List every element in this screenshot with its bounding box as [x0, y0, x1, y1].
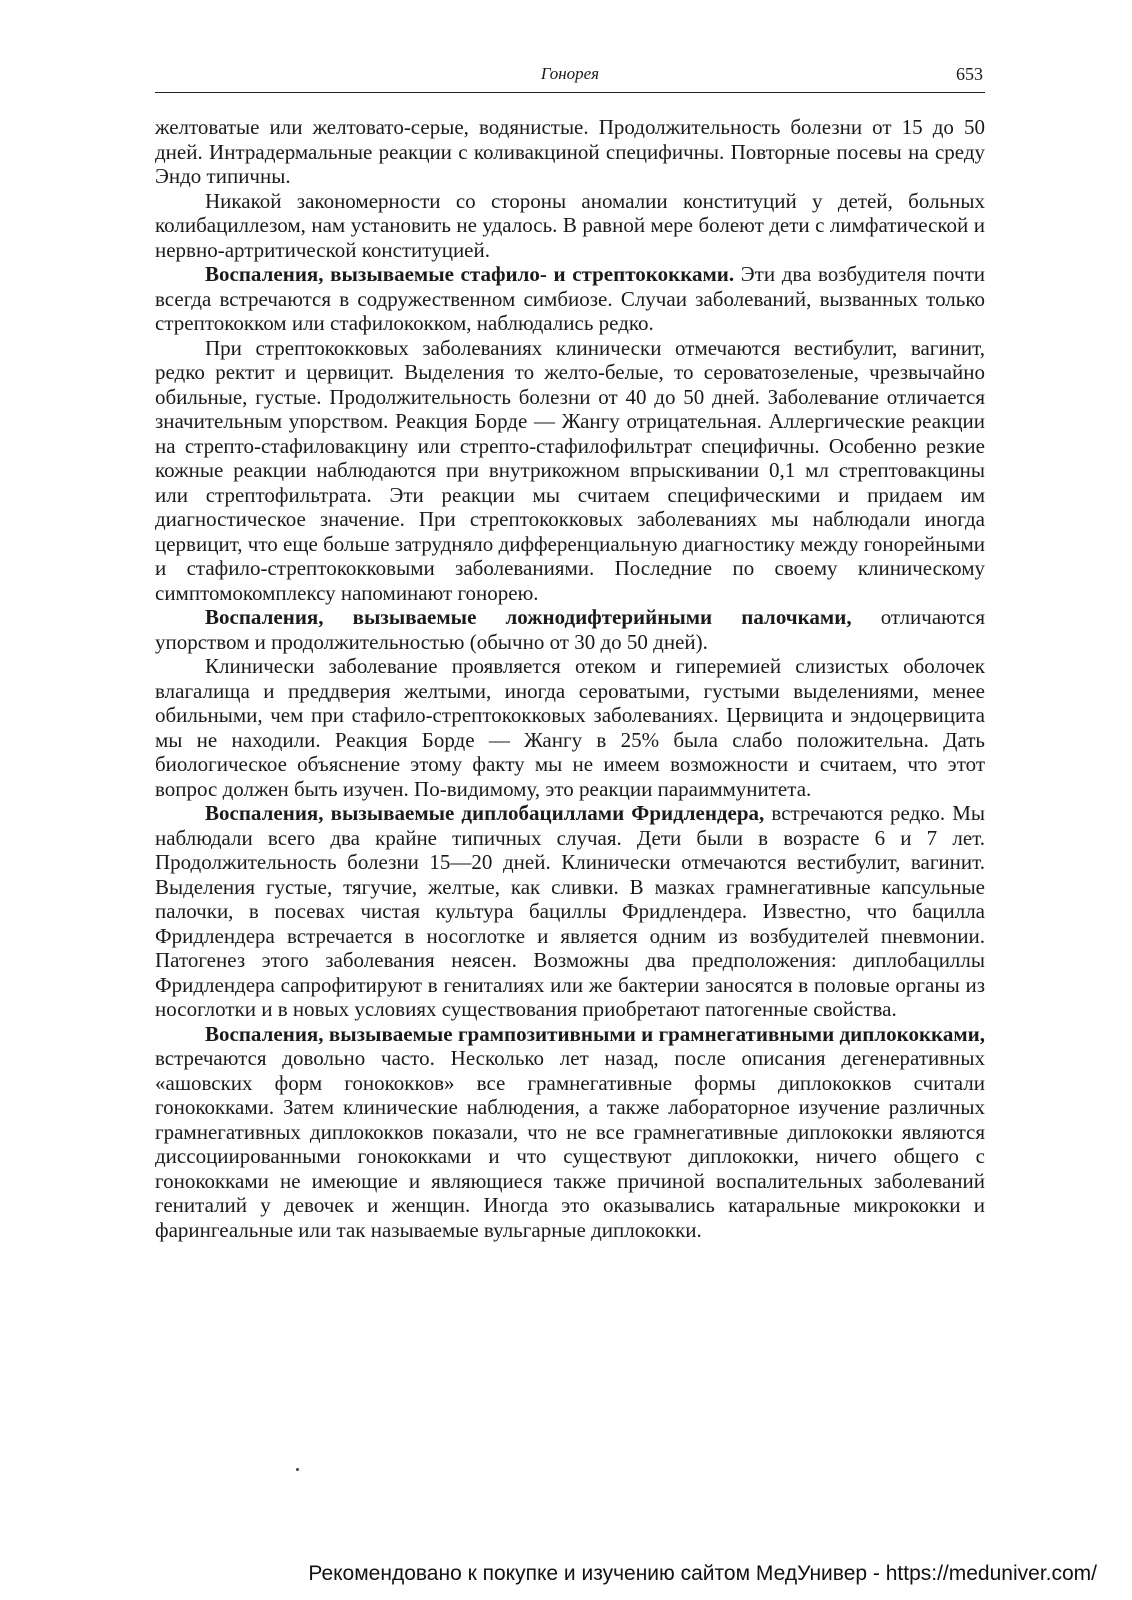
paragraph-text: При стрептококковых заболеваниях клинически отмечаются вестибулит, вагинит, редко ректит и цервицит. Выделения то желто-белые, то сероватозеленые, чрезвычайно обильные, густые. Продолжительность болезни от 40 до 50 дней. Заболевание отличается значительным упорством. Реакция Борде — Жангу отрицательная. Аллергические реакции на стрепто-стафиловакцину или стрепто-стафилофильтрат специфичны. Особенно резкие кожные реакции наблюдаются при внутрикожном впрыскивании 0,1 мл стрептовакцины или стрептофильтрата. Эти реакции мы считаем специфическими и придаем им диагностическое значение. При стрептококковых заболеваниях мы наблюдали иногда цервицит, что еще больше затрудняло дифференциальную диагностику между гонорейными и стафило-стрептококковыми заболеваниями. Последние по своему клиническому симптомокомплексу напоминают гонорею. [155, 335, 985, 605]
footer-watermark: Рекомендовано к покупке и изучению сайтом МедУнивер - https://meduniver.com/ [308, 1562, 1097, 1585]
paragraph-text: желтоватые или желтовато-серые, водянистые. Продолжительность болезни от 15 до 50 дней. Интрадермальные реакции с коливакциной специфичны. Повторные посевы на среду Эндо типичны. [155, 115, 985, 188]
paragraph-heading: Воспаления, вызываемые стафило- и стрептококками. [205, 262, 735, 286]
paragraph-text: встречаются довольно часто. Несколько лет назад, после описания дегенеративных «ашовских форм гонококков» все грамнегативные формы диплококков считали гонококками. Затем клинические наблюдения, а также лабораторное изучение различных грамнегативных диплококков показали, что не все грамнегативные диплококки являются диссоциированными гонококками и что существуют диплококки, ничего общего с гонококками не имеющие и являющиеся также причиной воспалительных заболеваний гениталий у девочек и женщин. Иногда это оказывались катаральные микрококки и фарингеальные или так называемые вульгарные диплококки. [155, 1046, 985, 1242]
page-header [155, 60, 985, 93]
body-text [155, 115, 985, 1242]
paragraph [155, 189, 985, 263]
print-speck [296, 1468, 299, 1471]
paragraph [155, 654, 985, 801]
paragraph-heading: Воспаления, вызываемые грампозитивными и грамнегативными диплококками, [205, 1021, 985, 1046]
paragraph [155, 336, 985, 606]
page-number: 653 [956, 64, 983, 84]
paragraph-heading: Воспаления, вызываемые диплобациллами Фридлендера, [205, 801, 765, 825]
paragraph [155, 801, 985, 1022]
paragraph-text: Эти два возбудителя почти всегда встречаются в содружественном симбиозе. Случаи заболеваний, вызванных только стрептококком или стафилококком, наблюдались редко. [155, 262, 985, 335]
paragraph [155, 605, 985, 654]
paragraph-text: отличаются упорством и продолжительностью (обычно от 30 до 50 дней). [155, 605, 985, 654]
paragraph-heading: Воспаления, вызываемые ложнодифтерийными палочками, [205, 605, 852, 629]
paragraph [155, 1022, 985, 1243]
paragraph-text: Клинически заболевание проявляется отеком и гиперемией слизистых оболочек влагалища и преддверия желтыми, иногда сероватыми, густыми выделениями, менее обильными, чем при стафило-стрептококковых заболеваниях. Цервицита и эндоцервицита мы не находили. Реакция Борде — Жангу в 25% была слабо положительна. Дать биологическое объяснение этому факту мы не имеем возможности и считаем, что этот вопрос должен быть изучен. По-видимому, это реакции параиммунитета. [155, 654, 985, 801]
paragraph [155, 115, 985, 189]
paragraph-text: Никакой закономерности со стороны аномалии конституций у детей, больных колибациллезом, нам установить не удалось. В равной мере болеют дети с лимфатической и нервно-артритической конституцией. [155, 188, 985, 262]
paragraph-text: встречаются редко. Мы наблюдали всего два крайне типичных случая. Дети были в возрасте 6 и 7 лет. Продолжительность болезни 15—20 дней. Клинически отмечаются вестибулит, вагинит. Выделения густые, тягучие, желтые, как сливки. В мазках грамнегативные капсульные палочки, в посевах чистая культура бациллы Фридлендера. Известно, что бацилла Фридлендера встречается в носоглотке и является одним из возбудителей пневмонии. Патогенез этого заболевания неясен. Возможны два предположения: диплобациллы Фридлендера сапрофитируют в гениталиях или же бактерии заносятся в половые органы из носоглотки и в новых условиях существования приобретают патогенные свойства. [155, 801, 985, 1021]
paragraph [155, 262, 985, 336]
running-title: Гонорея [540, 64, 600, 83]
